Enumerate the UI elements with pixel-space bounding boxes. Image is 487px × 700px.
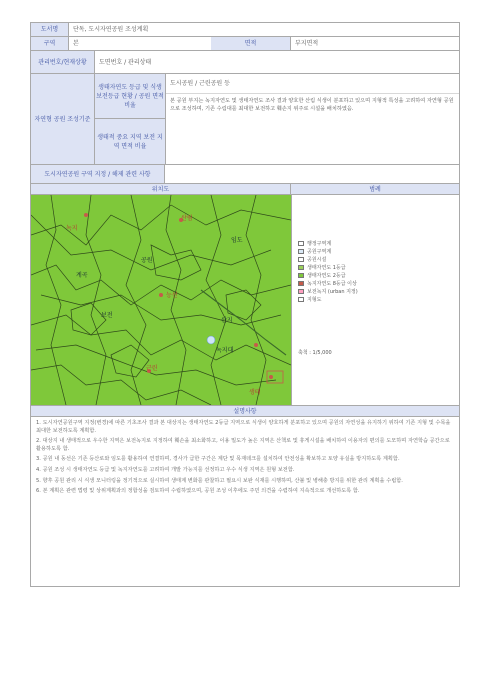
legend-label: 공원구역계 — [307, 248, 332, 255]
legend-label: 행정구역계 — [307, 240, 332, 247]
document-page — [30, 22, 460, 587]
map-label: 능선 — [166, 292, 178, 299]
map-label: 계곡 — [76, 272, 88, 279]
criteria-footer-row — [30, 165, 460, 184]
location-map — [31, 195, 292, 405]
legend-label: 지형도 — [307, 296, 322, 303]
title-label: 도서명 — [31, 23, 69, 36]
legend-swatch — [298, 265, 304, 270]
criteria-sub1-label: 생태자연도 등급 및 식생보전등급 현황 / 공원 면적 비율 — [95, 74, 165, 119]
map-label: 임도 — [231, 237, 243, 244]
legend-swatch — [298, 273, 304, 278]
legend-scale: 축척 : 1/5,000 — [298, 350, 332, 356]
description-paragraph: 2. 대상지 내 생태적으로 우수한 지역은 보전녹지로 지정하여 훼손을 최소화하고, 이용 밀도가 높은 지역은 산책로 및 휴게시설을 배치하여 이용자의 편의를 도모하며 자연학습 공간으로 활용하도록 함. — [36, 438, 450, 452]
legend-swatch — [298, 297, 304, 302]
description-paragraph: 1. 도시자연공원구역 지정(변경)에 따른 기초조사 결과 본 대상지는 생태자연도 2등급 지역으로 식생이 양호하게 분포하고 있으며 공원의 자연성을 유지하기 위하여 기존 지형 및 수목을 최대한 보전하도록 계획함. — [36, 420, 451, 434]
legend-label: 생태자연도 1등급 — [307, 264, 346, 271]
legend-item — [298, 295, 358, 303]
description-body — [30, 417, 460, 587]
legend-item — [298, 279, 358, 287]
description-header-row — [30, 406, 460, 417]
legend-item — [298, 239, 358, 247]
description-paragraph: 4. 공원 조성 시 생태자연도 등급 및 녹지자연도를 고려하여 개발 가능지를 선정하고 우수 식생 지역은 원형 보전함. — [36, 466, 295, 473]
size-label: 면적 — [211, 37, 291, 50]
area-label: 구역 — [31, 37, 69, 50]
criteria-sub2-value: 본 공원 부지는 녹지자연도 및 생태자연도 조사 결과 양호한 산림 식생이 분포하고 있으며 지형적 특성을 고려하여 자연형 공원으로 조성하며, 기존 수림대를 최대한 보전하고 훼손지 위주로 시설을 배치하였음. — [170, 98, 454, 112]
description-paragraph: 6. 본 계획은 관련 법령 및 상위계획과의 정합성을 검토하여 수립하였으며, 공원 조성 이후에도 주민 의견을 수렴하여 지속적으로 개선하도록 함. — [36, 488, 360, 495]
criteria-footer-label: 도시자연공원 구역 지정 / 해제 관련 사항 — [31, 165, 165, 183]
area-value: 본 — [73, 40, 79, 47]
map-label: 산지 — [221, 317, 233, 324]
management-value: 도면번호 / 관리상태 — [99, 58, 152, 66]
map-header-row — [30, 184, 460, 195]
criteria-group-label: 자연형 공원 조성기준 — [31, 74, 95, 164]
legend-label: 공원시설 — [307, 256, 327, 263]
map-label: 보전 — [101, 312, 113, 319]
criteria-block — [30, 74, 460, 165]
legend-item — [298, 247, 358, 255]
map-label: 녹지 — [66, 225, 78, 232]
criteria-sub1-value: 도시공원 / 근린공원 등 — [166, 74, 459, 94]
map-header: 위치도 — [31, 184, 291, 194]
legend-header: 범례 — [291, 184, 459, 194]
map-row — [30, 195, 460, 406]
description-paragraph: 5. 향후 공원 관리 시 식생 모니터링을 정기적으로 실시하여 생태계 변화를 관찰하고 필요시 보완 식재를 시행하며, 산불 및 병해충 방지를 위한 관리 계획을 수립함. — [36, 477, 403, 484]
management-label: 관리번호/현재상황 — [31, 51, 95, 73]
legend-swatch — [298, 257, 304, 262]
criteria-sub2-label: 생태적 중요 지역 보전 지역 면적 비율 — [95, 119, 165, 164]
legend-item — [298, 271, 358, 279]
legend-swatch — [298, 281, 304, 286]
legend-label: 보전녹지 (urban 지정) — [307, 288, 358, 295]
management-row — [30, 51, 460, 74]
map-label: 산림 — [181, 215, 193, 222]
legend-item — [298, 287, 358, 295]
title-value: 단독, 도시자연공원 조성계획 — [73, 26, 149, 33]
legend-label: 생태자연도 2등급 — [307, 272, 346, 279]
area-row — [30, 37, 460, 51]
map-label: 공원 — [141, 257, 153, 264]
map-label: 생태 — [249, 389, 261, 396]
legend-label: 녹지자연도 8등급 이상 — [307, 280, 357, 287]
legend-swatch — [298, 249, 304, 254]
description-paragraph: 3. 공원 내 동선은 기존 등산로와 임도를 활용하여 연결하며, 경사가 급한 구간은 계단 및 목재데크를 설치하여 안전성을 확보하고 토양 유실을 방지하도록 계획함. — [36, 456, 400, 463]
description-header: 설명사항 — [31, 406, 459, 416]
legend-list — [298, 239, 358, 303]
legend-item — [298, 263, 358, 271]
title-row — [30, 22, 460, 37]
legend-swatch — [298, 241, 304, 246]
legend-item — [298, 255, 358, 263]
legend-panel — [292, 195, 459, 405]
legend-swatch — [298, 289, 304, 294]
map-label: 녹지대 — [216, 347, 234, 354]
map-label: 근린 — [146, 365, 158, 372]
size-value: 부지면적 — [295, 40, 319, 47]
